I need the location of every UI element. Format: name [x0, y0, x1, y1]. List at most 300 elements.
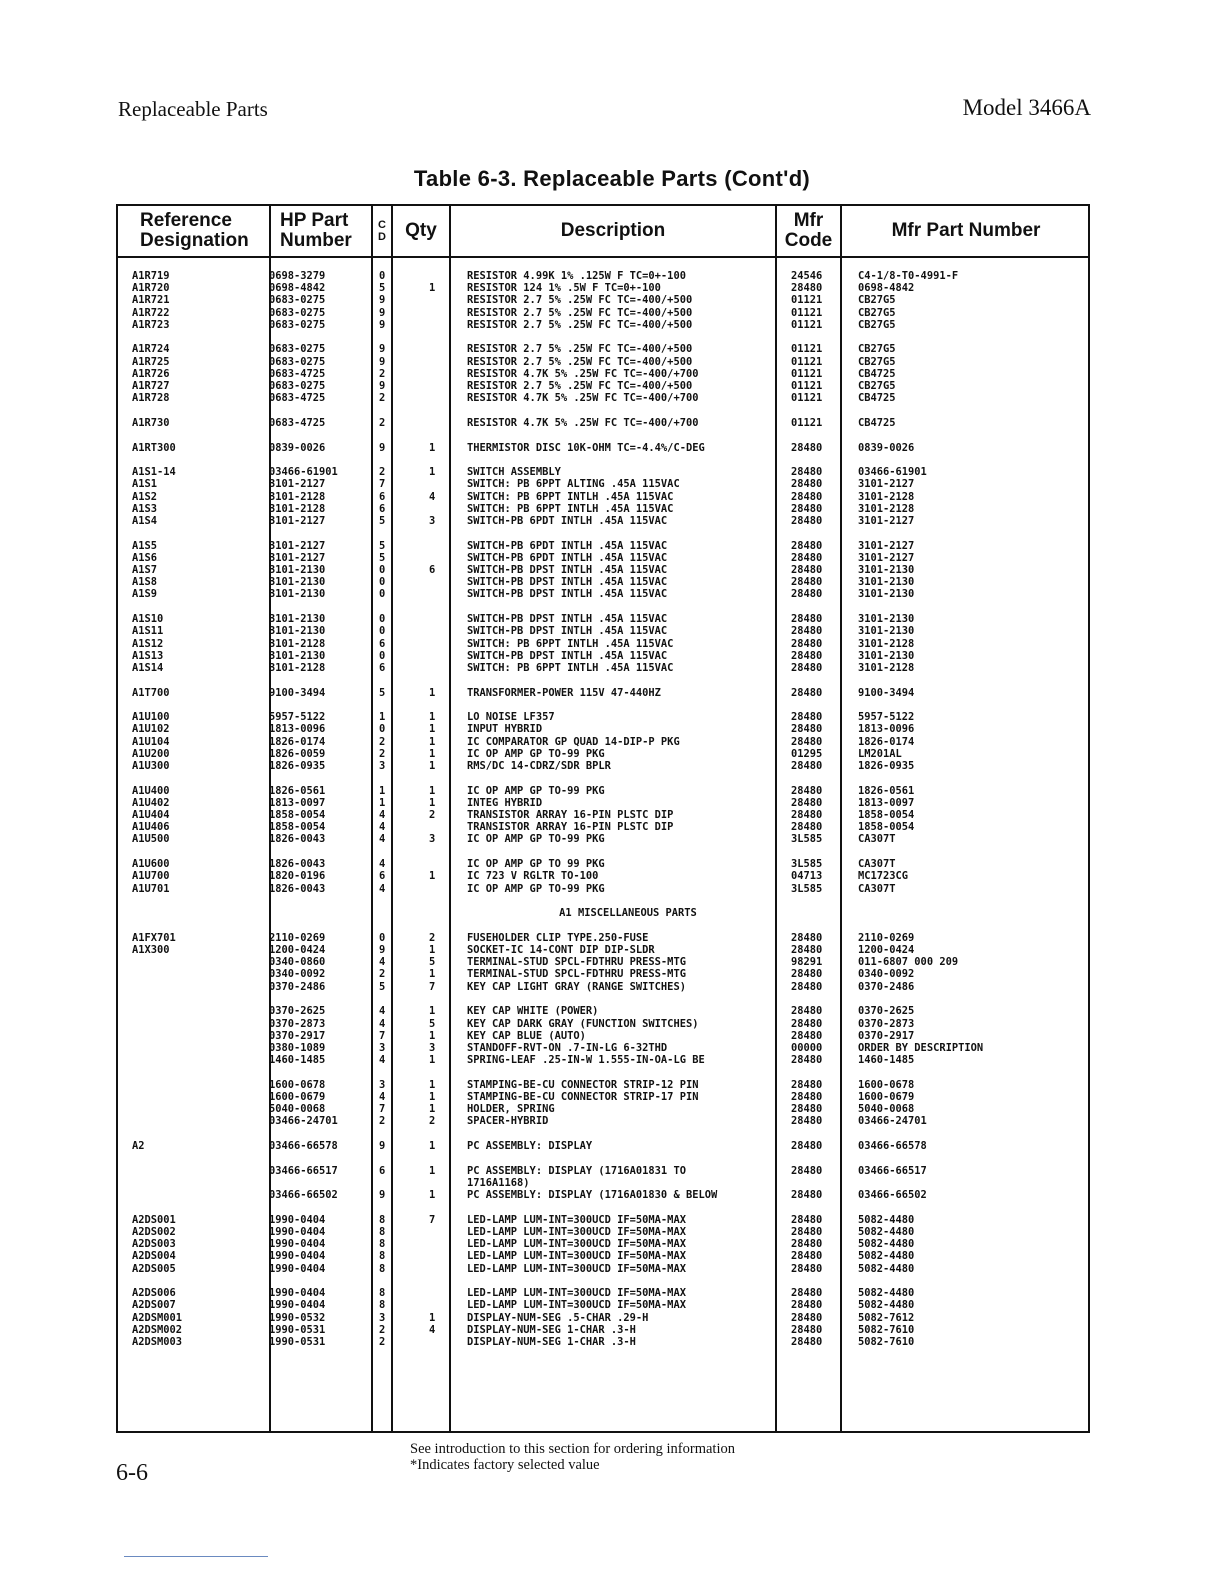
ref-designation: A1S13 — [132, 649, 164, 662]
cd-digit: 9 — [379, 306, 386, 319]
cd-digit: 6 — [379, 1164, 386, 1177]
qty: 1 — [429, 968, 436, 981]
mfr-part-number: CB27G5 — [858, 343, 896, 356]
mfr-code: 28480 — [791, 1299, 823, 1312]
cd-digit: 6 — [379, 502, 386, 515]
table-row — [118, 760, 1088, 772]
mfr-code: 3L585 — [791, 858, 823, 871]
qty: 1 — [429, 735, 436, 748]
mfr-code: 28480 — [791, 1287, 823, 1300]
cd-digit: 8 — [379, 1287, 386, 1300]
running-header-right: Model 3466A — [962, 95, 1091, 120]
description: SOCKET-IC 14-CONT DIP DIP-SLDR — [467, 944, 655, 957]
ref-designation: A2DSM003 — [132, 1335, 183, 1348]
qty: 1 — [429, 1029, 436, 1042]
ref-designation: A1R722 — [132, 306, 170, 319]
mfr-part-number: 3101-2130 — [858, 588, 915, 601]
hp-part-number: 1990-0404 — [269, 1287, 326, 1300]
hp-part-number: 3101-2128 — [269, 637, 326, 650]
cd-digit: 4 — [379, 1090, 386, 1103]
hp-part-number: 0683-0275 — [269, 306, 326, 319]
cd-digit: 4 — [379, 956, 386, 969]
hp-part-number: 3101-2130 — [269, 564, 326, 577]
mfr-part-number: 1858-0054 — [858, 809, 915, 822]
cd-digit: 8 — [379, 1262, 386, 1275]
hp-part-number: 03466-66517 — [269, 1164, 338, 1177]
mfr-code: 28480 — [791, 1213, 823, 1226]
ref-designation: A1S12 — [132, 637, 164, 650]
hp-part-number: 0370-2625 — [269, 1005, 326, 1018]
mfr-code: 28480 — [791, 637, 823, 650]
mfr-part-number: CB27G5 — [858, 355, 896, 368]
description: STAMPING-BE-CU CONNECTOR STRIP-12 PIN — [467, 1078, 699, 1091]
mfr-code: 28480 — [791, 551, 823, 564]
cd-digit: 8 — [379, 1299, 386, 1312]
hp-part-number: 1820-0196 — [269, 870, 326, 883]
hp-part-number: 0370-2486 — [269, 980, 326, 993]
footnote-line2: *Indicates factory selected value — [410, 1457, 600, 1473]
mfr-code: 98291 — [791, 956, 823, 969]
description: SPRING-LEAF .25-IN-W 1.555-IN-OA-LG BE — [467, 1054, 705, 1067]
qty: 1 — [429, 1189, 436, 1202]
hp-part-number: 3101-2130 — [269, 625, 326, 638]
table-row — [118, 540, 1088, 552]
table-row — [118, 503, 1088, 515]
table-row — [118, 343, 1088, 355]
mfr-code: 28480 — [791, 686, 823, 699]
hp-part-number: 5040-0068 — [269, 1103, 326, 1116]
ref-designation: A1S9 — [132, 588, 158, 601]
description: SWITCH-PB 6PDT INTLH .45A 115VAC — [467, 551, 668, 564]
hp-part-number: 2110-0269 — [269, 931, 326, 944]
description: RESISTOR 2.7 5% .25W FC TC=-400/+500 — [467, 318, 693, 331]
mfr-code: 28480 — [791, 723, 823, 736]
qty: 7 — [429, 980, 436, 993]
description: IC OP AMP GP TO 99 PKG — [467, 858, 605, 871]
table-row — [118, 270, 1088, 282]
mfr-part-number: 5082-4480 — [858, 1287, 915, 1300]
section-heading: A1 MISCELLANEOUS PARTS — [559, 907, 697, 920]
hp-part-number: 0683-0275 — [269, 343, 326, 356]
cd-digit: 7 — [379, 1029, 386, 1042]
hp-part-number: 3101-2128 — [269, 502, 326, 515]
table-row — [118, 944, 1088, 956]
mfr-part-number: 1826-0174 — [858, 735, 915, 748]
mfr-code: 01121 — [791, 318, 823, 331]
hp-part-number: 9100-3494 — [269, 686, 326, 699]
mfr-part-number: 3101-2130 — [858, 649, 915, 662]
hp-part-number: 1826-0059 — [269, 747, 326, 760]
mfr-code: 28480 — [791, 1090, 823, 1103]
mfr-part-number: 3101-2128 — [858, 637, 915, 650]
mfr-part-number: 1826-0561 — [858, 784, 915, 797]
hp-part-number: 1990-0531 — [269, 1323, 326, 1336]
mfr-code: 28480 — [791, 588, 823, 601]
mfr-code: 28480 — [791, 809, 823, 822]
table-row — [118, 613, 1088, 625]
hp-part-number: 3101-2127 — [269, 539, 326, 552]
description: LED-LAMP LUM-INT=300UCD IF=50MA-MAX — [467, 1225, 686, 1238]
mfr-part-number: 3101-2127 — [858, 478, 915, 491]
table-row — [118, 809, 1088, 821]
hp-part-number: 1990-0404 — [269, 1299, 326, 1312]
cd-digit: 1 — [379, 784, 386, 797]
qty: 6 — [429, 564, 436, 577]
mfr-part-number: 0370-2625 — [858, 1005, 915, 1018]
hp-part-number: 0340-0092 — [269, 968, 326, 981]
table-row — [118, 1189, 1088, 1201]
description: LED-LAMP LUM-INT=300UCD IF=50MA-MAX — [467, 1262, 686, 1275]
hp-part-number: 0370-2873 — [269, 1017, 326, 1030]
hp-part-number: 0698-3279 — [269, 270, 326, 282]
mfr-code: 28480 — [791, 490, 823, 503]
col-header-hp-part — [280, 206, 352, 256]
hp-part-number: 3101-2128 — [269, 490, 326, 503]
section-heading-row — [118, 907, 1088, 919]
description: IC OP AMP GP TO-99 PKG — [467, 747, 605, 760]
description: STANDOFF-RVT-ON .7-IN-LG 6-32THD — [467, 1041, 668, 1054]
ref-designation: A1U406 — [132, 821, 170, 834]
mfr-part-number: 5082-4480 — [858, 1250, 915, 1263]
description: LED-LAMP LUM-INT=300UCD IF=50MA-MAX — [467, 1299, 686, 1312]
cd-digit: 0 — [379, 576, 386, 589]
description: RESISTOR 2.7 5% .25W FC TC=-400/+500 — [467, 380, 693, 392]
cd-digit: 0 — [379, 931, 386, 944]
ref-designation: A1S3 — [132, 502, 158, 515]
mfr-part-number: CA307T — [858, 833, 896, 846]
mfr-code: 28480 — [791, 760, 823, 772]
header-divider — [118, 256, 1088, 258]
qty: 1 — [429, 1005, 436, 1018]
description: SWITCH-PB DPST INTLH .45A 115VAC — [467, 576, 668, 589]
table-row — [118, 319, 1088, 331]
description: PC ASSEMBLY: DISPLAY — [467, 1140, 593, 1152]
cd-digit: 4 — [379, 833, 386, 846]
ref-designation: A1S11 — [132, 625, 164, 638]
mfr-code: 28480 — [791, 1323, 823, 1336]
mfr-code: 28480 — [791, 466, 823, 479]
mfr-part-number: 3101-2130 — [858, 576, 915, 589]
cd-digit: 2 — [379, 968, 386, 981]
ref-designation: A1T700 — [132, 686, 170, 699]
cd-digit: 9 — [379, 294, 386, 307]
table-row — [118, 417, 1088, 429]
hp-part-number: 1826-0561 — [269, 784, 326, 797]
cd-digit: 4 — [379, 1054, 386, 1067]
mfr-code: 28480 — [791, 613, 823, 626]
description: SWITCH: PB 6PPT INTLH .45A 115VAC — [467, 490, 674, 503]
mfr-part-number: ORDER BY DESCRIPTION — [858, 1041, 984, 1054]
mfr-part-number: CB27G5 — [858, 294, 896, 307]
page-number: 6-6 — [116, 1460, 148, 1486]
mfr-part-number: 03466-66517 — [858, 1164, 927, 1177]
mfr-part-number: 0370-2873 — [858, 1017, 915, 1030]
description: FUSEHOLDER CLIP TYPE.250-FUSE — [467, 931, 649, 944]
mfr-code: 28480 — [791, 796, 823, 809]
col-header-mfr-code-line2: Code — [784, 230, 833, 251]
footnote — [410, 1441, 735, 1473]
mfr-code: 28480 — [791, 1250, 823, 1263]
mfr-code: 28480 — [791, 1115, 823, 1128]
cd-digit: 8 — [379, 1213, 386, 1226]
ref-designation: A2DSM002 — [132, 1323, 183, 1336]
col-header-qty — [393, 206, 449, 256]
table-row — [118, 307, 1088, 319]
hp-part-number: 0340-0860 — [269, 956, 326, 969]
table-row — [118, 1226, 1088, 1238]
description: INTEG HYBRID — [467, 796, 543, 809]
description: KEY CAP DARK GRAY (FUNCTION SWITCHES) — [467, 1017, 699, 1030]
mfr-code: 28480 — [791, 1238, 823, 1251]
qty: 5 — [429, 956, 436, 969]
cd-digit: 9 — [379, 441, 386, 454]
table-row — [118, 711, 1088, 723]
mfr-part-number: 0839-0026 — [858, 441, 915, 454]
description: DISPLAY-NUM-SEG 1-CHAR .3-H — [467, 1323, 636, 1336]
mfr-code: 28480 — [791, 1017, 823, 1030]
cd-digit: 7 — [379, 1103, 386, 1116]
col-header-mfr-code — [777, 206, 840, 256]
cd-digit: 2 — [379, 735, 386, 748]
description: LED-LAMP LUM-INT=300UCD IF=50MA-MAX — [467, 1250, 686, 1263]
mfr-part-number: 03466-24701 — [858, 1115, 927, 1128]
cd-digit: 0 — [379, 588, 386, 601]
qty: 1 — [429, 1140, 436, 1152]
ref-designation: A1S4 — [132, 515, 158, 527]
cd-digit: 8 — [379, 1250, 386, 1263]
ref-designation: A1S5 — [132, 539, 158, 552]
replaceable-parts-table — [116, 204, 1090, 1433]
cd-digit: 2 — [379, 466, 386, 479]
ref-designation: A2DS001 — [132, 1213, 176, 1226]
description: STAMPING-BE-CU CONNECTOR STRIP-17 PIN — [467, 1090, 699, 1103]
hp-part-number: 1990-0404 — [269, 1213, 326, 1226]
description: PC ASSEMBLY: DISPLAY (1716A01830 & BELOW — [467, 1189, 718, 1202]
hp-part-number: 0683-0275 — [269, 294, 326, 307]
table-row — [118, 1030, 1088, 1042]
hp-part-number: 3101-2128 — [269, 661, 326, 674]
mfr-part-number: CB4725 — [858, 367, 896, 380]
mfr-code: 04713 — [791, 870, 823, 883]
table-row — [118, 650, 1088, 662]
description: RESISTOR 2.7 5% .25W FC TC=-400/+500 — [467, 343, 693, 356]
mfr-code: 28480 — [791, 564, 823, 577]
cd-digit: 4 — [379, 882, 386, 895]
qty: 3 — [429, 833, 436, 846]
ref-designation: A1U404 — [132, 809, 170, 822]
mfr-part-number: 3101-2130 — [858, 613, 915, 626]
mfr-code: 28480 — [791, 1335, 823, 1348]
qty: 1 — [429, 1164, 436, 1177]
cd-digit: 3 — [379, 1311, 386, 1324]
hp-part-number: 03466-24701 — [269, 1115, 338, 1128]
ref-designation: A1U701 — [132, 882, 170, 895]
mfr-part-number: 5082-4480 — [858, 1299, 915, 1312]
table-row — [118, 294, 1088, 306]
mfr-code: 28480 — [791, 980, 823, 993]
description: SWITCH: PB 6PPT INTLH .45A 115VAC — [467, 502, 674, 515]
cd-digit: 9 — [379, 355, 386, 368]
qty: 1 — [429, 870, 436, 883]
cd-digit: 3 — [379, 1041, 386, 1054]
ref-designation: A1S8 — [132, 576, 158, 589]
table-row — [118, 282, 1088, 294]
cd-digit: 7 — [379, 478, 386, 491]
cd-digit: 9 — [379, 944, 386, 957]
table-row — [118, 858, 1088, 870]
mfr-part-number: 0370-2917 — [858, 1029, 915, 1042]
table-row — [118, 1312, 1088, 1324]
mfr-code: 00000 — [791, 1041, 823, 1054]
qty: 1 — [429, 686, 436, 699]
table-row — [118, 1336, 1088, 1348]
mfr-code: 28480 — [791, 1054, 823, 1067]
qty: 1 — [429, 723, 436, 736]
description: SWITCH: PB 6PPT ALTING .45A 115VAC — [467, 478, 680, 491]
description: SWITCH: PB 6PPT INTLH .45A 115VAC — [467, 637, 674, 650]
description: SWITCH-PB DPST INTLH .45A 115VAC — [467, 649, 668, 662]
mfr-code: 28480 — [791, 1225, 823, 1238]
mfr-part-number: LM201AL — [858, 747, 902, 760]
mfr-part-number: 0370-2486 — [858, 980, 915, 993]
mfr-code: 3L585 — [791, 882, 823, 895]
mfr-part-number: 5082-4480 — [858, 1262, 915, 1275]
qty: 3 — [429, 515, 436, 527]
mfr-part-number: 2110-0269 — [858, 931, 915, 944]
ref-designation: A1U102 — [132, 723, 170, 736]
mfr-part-number: CA307T — [858, 858, 896, 871]
description: IC 723 V RGLTR TO-100 — [467, 870, 599, 883]
col-header-reference-line2: Designation — [140, 230, 249, 251]
table-row — [118, 1005, 1088, 1017]
hp-part-number: 1813-0097 — [269, 796, 326, 809]
hp-part-number: 1990-0532 — [269, 1311, 326, 1324]
table-row — [118, 1214, 1088, 1226]
mfr-part-number: 3101-2127 — [858, 515, 915, 527]
table-row — [118, 1238, 1088, 1250]
mfr-code: 01121 — [791, 294, 823, 307]
table-row — [118, 515, 1088, 527]
qty: 1 — [429, 441, 436, 454]
col-header-cd — [373, 206, 391, 256]
col-header-description-label: Description — [560, 220, 666, 241]
ref-designation: A1S1-14 — [132, 466, 176, 479]
table-row — [118, 662, 1088, 674]
mfr-part-number: MC1723CG — [858, 870, 909, 883]
mfr-code: 28480 — [791, 576, 823, 589]
description: RESISTOR 2.7 5% .25W FC TC=-400/+500 — [467, 355, 693, 368]
mfr-part-number: 5082-4480 — [858, 1225, 915, 1238]
qty: 1 — [429, 760, 436, 772]
ref-designation: A1S14 — [132, 661, 164, 674]
hp-part-number: 1990-0404 — [269, 1262, 326, 1275]
mfr-part-number: 1600-0678 — [858, 1078, 915, 1091]
cd-digit: 6 — [379, 637, 386, 650]
hp-part-number: 0698-4842 — [269, 282, 326, 295]
mfr-part-number: 03466-61901 — [858, 466, 927, 479]
mfr-code: 28480 — [791, 539, 823, 552]
hp-part-number: 0683-0275 — [269, 318, 326, 331]
mfr-code: 28480 — [791, 515, 823, 527]
ref-designation: A1U100 — [132, 711, 170, 724]
qty: 1 — [429, 1103, 436, 1116]
cd-digit: 9 — [379, 1189, 386, 1202]
cd-digit: 9 — [379, 380, 386, 392]
table-body — [118, 270, 1088, 1361]
hp-part-number: 1990-0404 — [269, 1238, 326, 1251]
description: DISPLAY-NUM-SEG 1-CHAR .3-H — [467, 1335, 636, 1348]
table-row — [118, 932, 1088, 944]
col-header-mfr-part — [842, 206, 1090, 256]
table-row — [118, 1091, 1088, 1103]
hp-part-number: 1600-0679 — [269, 1090, 326, 1103]
cd-digit: 4 — [379, 1017, 386, 1030]
hp-part-number: 03466-66578 — [269, 1140, 338, 1152]
ref-designation: A2DS007 — [132, 1299, 176, 1312]
hp-part-number: 3101-2130 — [269, 613, 326, 626]
table-row — [118, 625, 1088, 637]
col-header-mfr-code-line1: Mfr — [793, 210, 824, 231]
mfr-part-number: 3101-2130 — [858, 625, 915, 638]
description: SWITCH-PB DPST INTLH .45A 115VAC — [467, 613, 668, 626]
mfr-part-number: 9100-3494 — [858, 686, 915, 699]
col-header-mfr-part-label: Mfr Part Number — [891, 220, 1041, 241]
mfr-part-number: 3101-2127 — [858, 551, 915, 564]
mfr-code: 28480 — [791, 649, 823, 662]
qty: 2 — [429, 1115, 436, 1128]
mfr-code: 28480 — [791, 1005, 823, 1018]
table-row — [118, 638, 1088, 650]
ref-designation: A1S6 — [132, 551, 158, 564]
cd-digit: 2 — [379, 1335, 386, 1348]
link-underline — [124, 1556, 268, 1557]
ref-designation: A1U104 — [132, 735, 170, 748]
description: KEY CAP BLUE (AUTO) — [467, 1029, 586, 1042]
cd-digit: 3 — [379, 760, 386, 772]
hp-part-number: 0683-4725 — [269, 392, 326, 405]
mfr-code: 28480 — [791, 1103, 823, 1116]
qty: 1 — [429, 784, 436, 797]
table-row — [118, 870, 1088, 882]
ref-designation: A2DS004 — [132, 1250, 176, 1263]
description: RESISTOR 2.7 5% .25W FC TC=-400/+500 — [467, 294, 693, 307]
table-row — [118, 797, 1088, 809]
description: SPACER-HYBRID — [467, 1115, 549, 1128]
hp-part-number: 1858-0054 — [269, 821, 326, 834]
description: INPUT HYBRID — [467, 723, 543, 736]
mfr-code: 01121 — [791, 367, 823, 380]
mfr-part-number: 1813-0097 — [858, 796, 915, 809]
cd-digit: 1 — [379, 711, 386, 724]
description: RESISTOR 2.7 5% .25W FC TC=-400/+500 — [467, 306, 693, 319]
table-row — [118, 1287, 1088, 1299]
hp-part-number: 1990-0404 — [269, 1250, 326, 1263]
table-row — [118, 442, 1088, 454]
mfr-part-number: 1813-0096 — [858, 723, 915, 736]
hp-part-number: 1600-0678 — [269, 1078, 326, 1091]
description: THERMISTOR DISC 10K-OHM TC=-4.4%/C-DEG — [467, 441, 705, 454]
description: RMS/DC 14-CDRZ/SDR BPLR — [467, 760, 611, 772]
ref-designation: A1R723 — [132, 318, 170, 331]
hp-part-number: 03466-66502 — [269, 1189, 338, 1202]
mfr-code: 28480 — [791, 1262, 823, 1275]
ref-designation: A1R719 — [132, 270, 170, 282]
table-row — [118, 687, 1088, 699]
cd-digit: 3 — [379, 1078, 386, 1091]
qty: 1 — [429, 1090, 436, 1103]
description: SWITCH ASSEMBLY — [467, 466, 561, 479]
description: LED-LAMP LUM-INT=300UCD IF=50MA-MAX — [467, 1213, 686, 1226]
